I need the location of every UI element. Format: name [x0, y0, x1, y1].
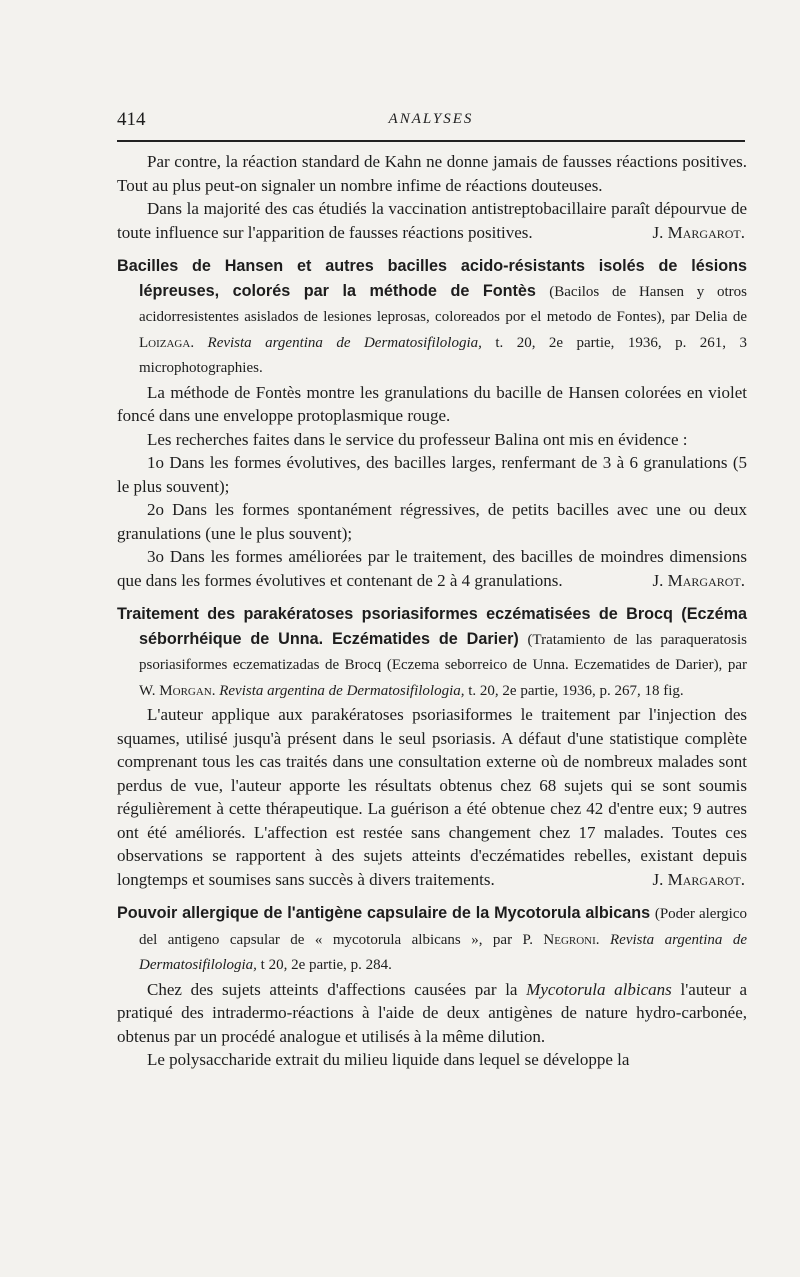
- article-1-paragraph-2: Les recherches faites dans le service du professeur Balina ont mis en évidence :: [147, 429, 688, 449]
- signature: J. Margarot.: [652, 222, 745, 242]
- author: Loizaga: [139, 334, 191, 351]
- journal: Revista argentina de Dermatosifilologia,: [139, 931, 747, 973]
- intro-paragraph-1: Par contre, la réaction standard de Kahn ne donne jamais de fausses réactions positives. Tout au plus peut-on signaler un nombre infime de réactions douteuses.: [117, 152, 747, 195]
- page-number: 414: [117, 109, 146, 130]
- article-2-heading: [117, 602, 747, 703]
- journal: Revista argentina de Dermatosifilologia,: [207, 334, 482, 351]
- article-title: Pouvoir allergique de l'antigène capsulaire de la Mycotorula albicans: [117, 904, 651, 922]
- article-source: (Poder alergico del antigeno capsular de « mycotorula albicans », par P. Negroni. Revista argentina de Dermatosifilologia, t 20, 2e partie, p. 284.: [139, 906, 748, 973]
- intro-paragraph-2: Dans la majorité des cas étudiés la vaccination antistreptobacillaire paraît dépourvue de toute influence sur l'apparition de fausses réactions positives. J. Margarot.: [117, 197, 747, 244]
- header-rule: [117, 140, 745, 142]
- article-title: Bacilles de Hansen et autres bacilles acido-résistants isolés de lésions lépreuses, colorés par la méthode de Fontès: [117, 257, 747, 300]
- page-content: [117, 150, 747, 1072]
- journal: Revista argentina de Dermatosifilologia,: [219, 682, 465, 699]
- signature: J. Margarot.: [652, 570, 745, 590]
- article-2-paragraph-1: L'auteur applique aux parakératoses psoriasiformes le traitement par l'injection des squames, utilisé jusqu'à présent dans le seul psoriasis. A défaut d'une statistique complète comprenant tous les cas traités dans une consultation externe où de nombreux malades sont perdus de vue, l'auteur apporte les résultats obtenus chez 68 sujets qui se sont soumis régulièrement à cette thérapeutique. La guérison a été obtenue chez 42 d'entre eux; 9 autres ont été améliorés. L'affection est restée sans changement chez 17 malades. Toutes ces observations se rapportent à des sujets atteints d'eczématides rebelles, existant depuis longtemps et soumises sans succès à divers traitements. J. Margarot.: [117, 703, 747, 891]
- article-1-heading: [117, 254, 747, 381]
- list-item-2: 2o Dans les formes spontanément régressives, de petits bacilles avec une ou deux granulations (une le plus souvent);: [117, 500, 747, 543]
- article-3-paragraph-2: Le polysaccharide extrait du milieu liquide dans lequel se développe la: [147, 1050, 630, 1069]
- article-source: (Tratamiento de las paraqueratosis psoriasiformes eczematizadas de Brocq (Eczema seborreico de Unna. Eczematides de Darier), par W. Morgan. Revista argentina de Dermatosifilologia, t. 20, 2e partie, 1936, p. 267, 18 fig.: [139, 631, 747, 699]
- running-title: ANALYSES: [388, 111, 474, 127]
- running-head: [117, 103, 745, 133]
- list-item-1: 1o Dans les formes évolutives, des bacilles larges, renfermant de 3 à 6 granulations (5 le plus souvent);: [117, 453, 747, 496]
- article-1-paragraph-1: La méthode de Fontès montre les granulations du bacille de Hansen colorées en violet foncé dans une enveloppe protoplasmique rouge.: [117, 382, 747, 425]
- article-3-paragraph-1: Chez des sujets atteints d'affections causées par la Mycotorula albicans l'auteur a pratiqué des intradermo-réactions à l'aide de deux antigènes de nature hydro-carbonée, obtenus par un procédé analogue et utilisés à la même dilution.: [117, 979, 748, 1046]
- list-item-3: 3o Dans les formes améliorées par le traitement, des bacilles de moindres dimensions que dans les formes évolutives et contenant de 2 à 4 granulations. J. Margarot.: [117, 545, 747, 592]
- author: Morgan.: [159, 682, 216, 699]
- author: Negroni.: [543, 931, 600, 948]
- article-source: (Bacilos de Hansen y otros acidorresistentes asislados de lesiones leprosas, coloreados por el metodo de Fontes), par Delia de Loizaga. Revista argentina de Dermatosifilologia, t. 20, 2e partie, 1936, p. 261, 3 microphotographies.: [139, 283, 748, 376]
- article-title: Traitement des parakératoses psoriasiformes eczématisées de Brocq (Eczéma séborrhéique de Unna. Eczématides de Darier): [117, 605, 747, 648]
- signature: J. Margarot.: [652, 869, 745, 889]
- article-3-heading: [117, 901, 747, 978]
- organism-name: Mycotorula albicans: [526, 979, 672, 999]
